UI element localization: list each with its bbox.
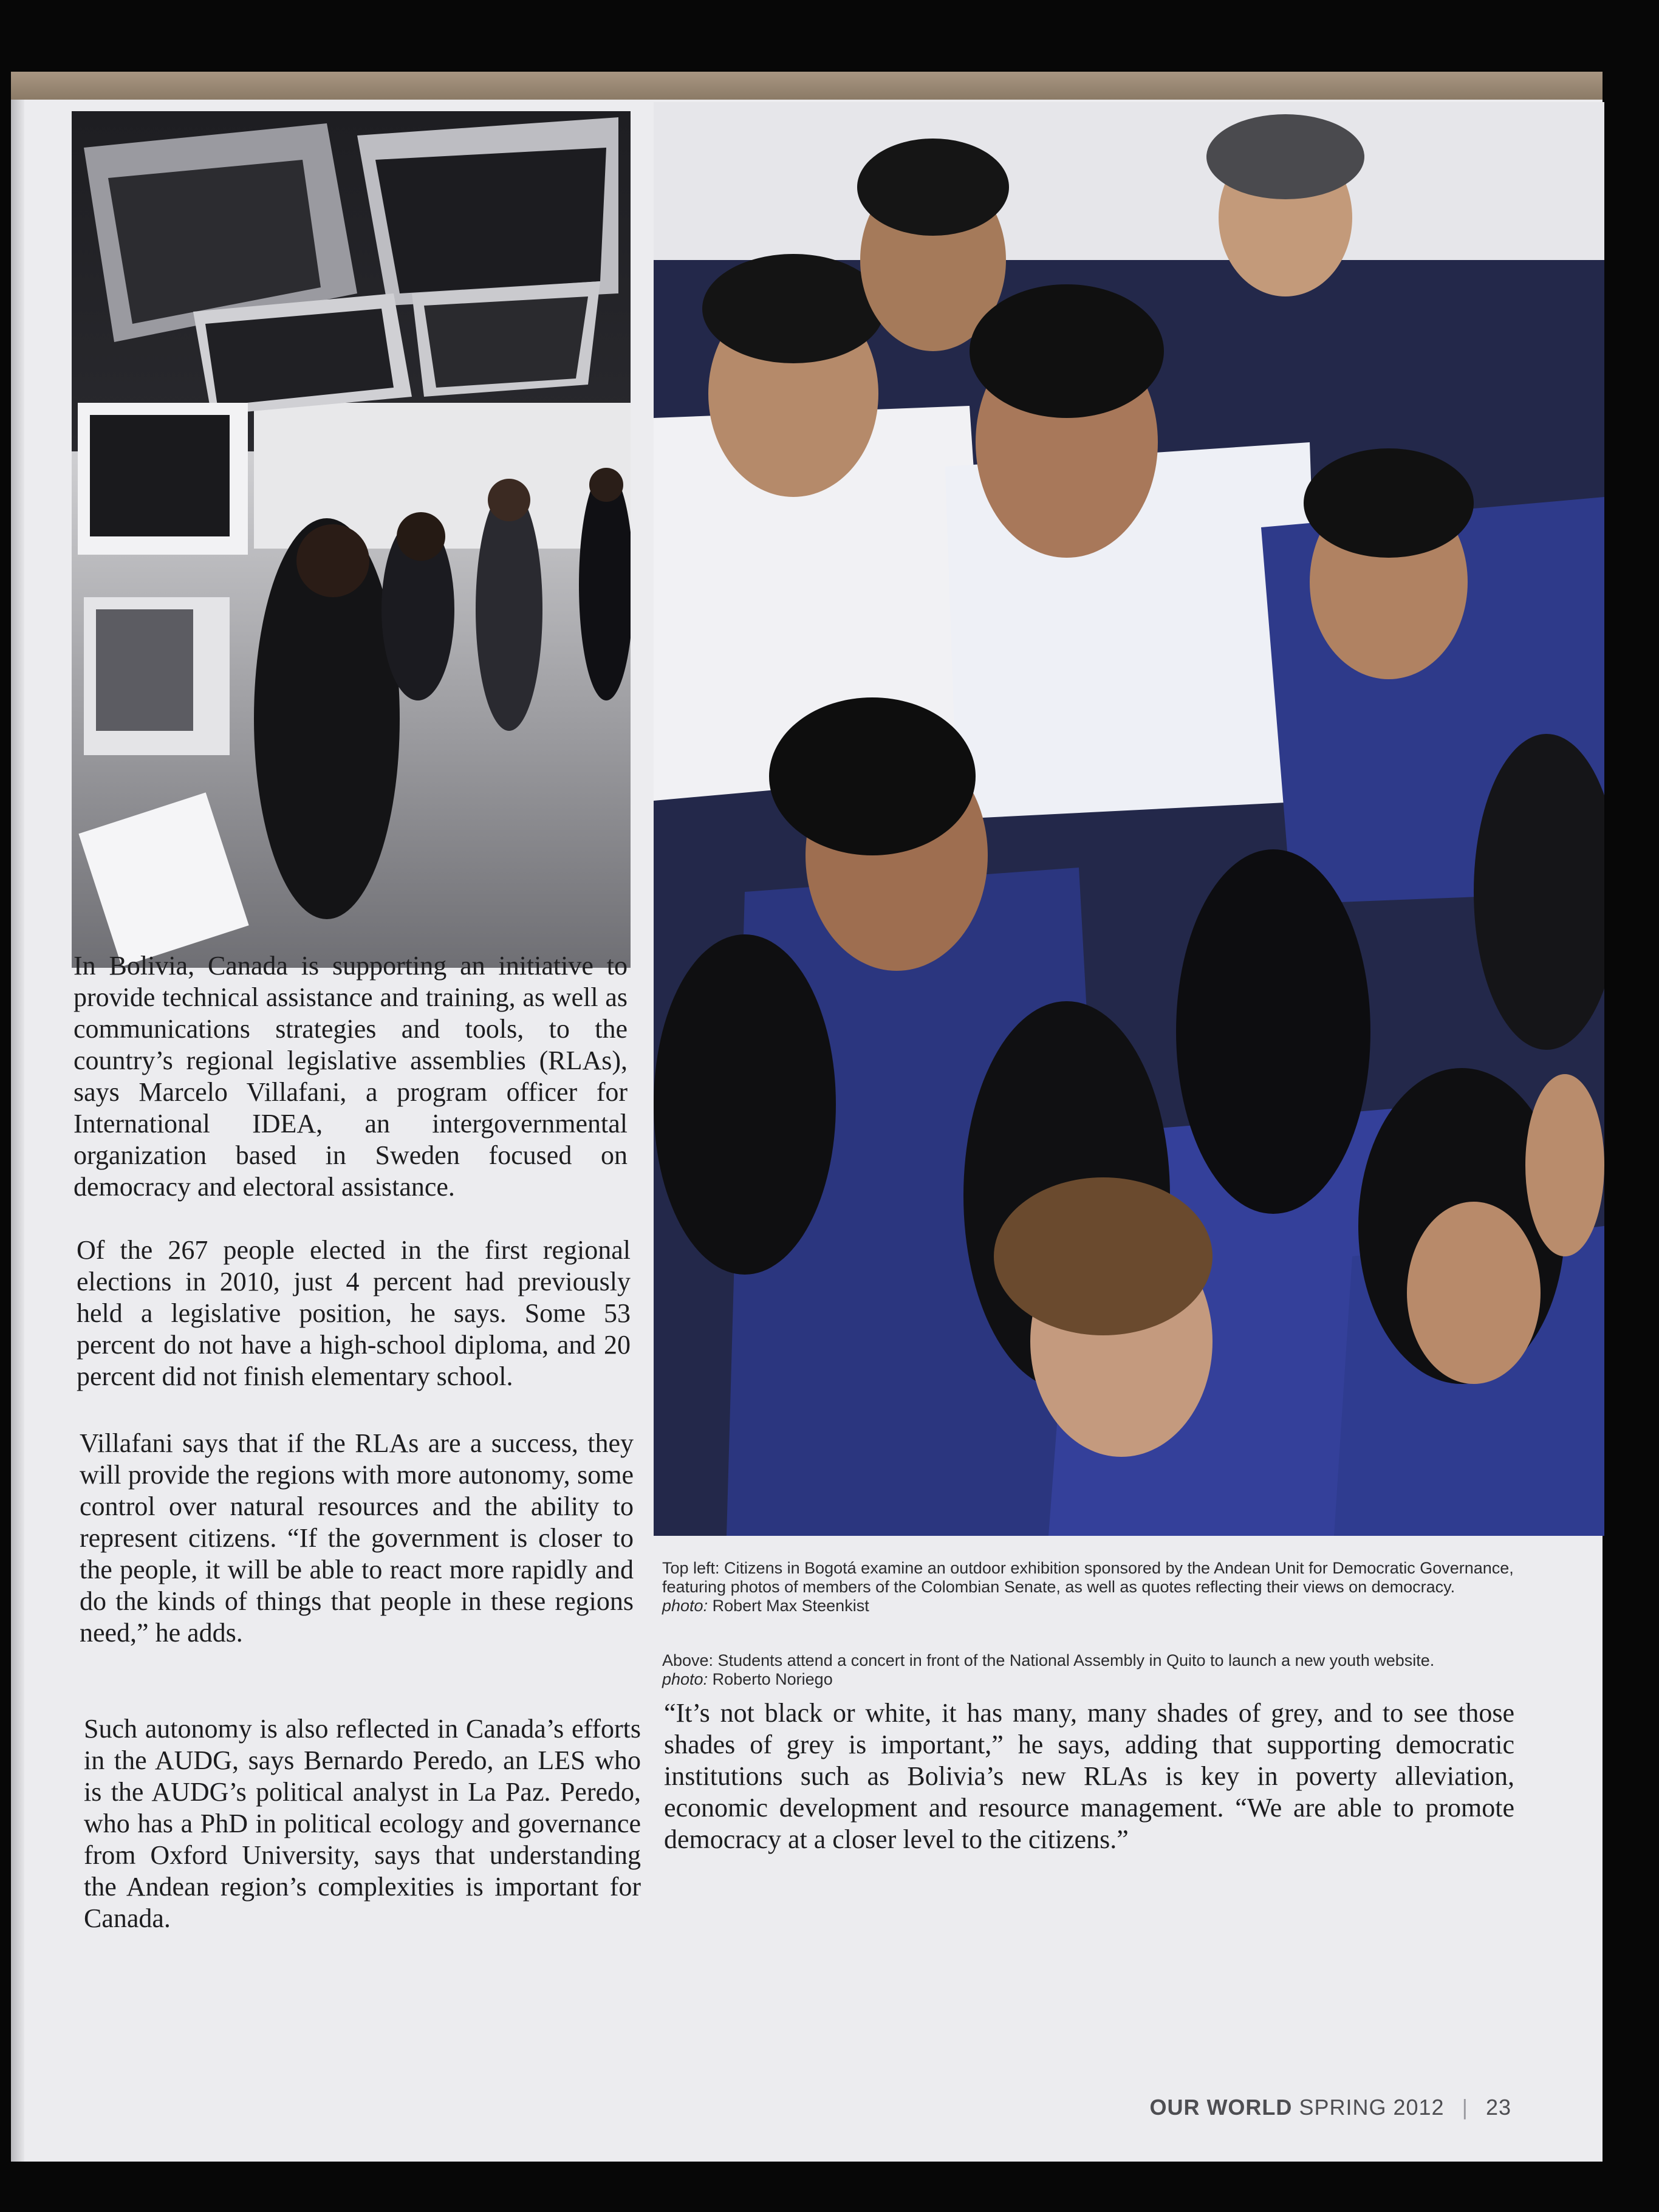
exhibition-photo [72,111,631,968]
students-crowd-photo [654,102,1604,1536]
caption-top-left [662,1559,1537,1615]
footer-separator: | [1462,2095,1468,2120]
top-color-band [11,72,1603,100]
photo-credit-label: photo: [662,1597,708,1615]
article-paragraph-3: Villafani says that if the RLAs are a success, they will provide the regions with more autonomy, some control over natural resources and the ability to represent citizens. “If the government is closer to the people, it will be able to react more rapidly and do the kinds of things that people in these regions need,” he adds. [80,1428,634,1648]
page-footer [1149,2095,1511,2120]
caption-above [662,1651,1537,1689]
article-paragraph-1: In Bolivia, Canada is supporting an initiative to provide technical assistance and training, as well as communications strategies and tools, to the country’s regional legislative assemblies (RLAs), says Marcelo Villafani, a program officer for International IDEA, an intergovernmental organization based in Sweden focused on democracy and electoral assistance. [74,951,628,1202]
photo-credit: Roberto Noriego [712,1670,833,1688]
article-paragraph-2: Of the 267 people elected in the first regional elections in 2010, just 4 percent had previously held a legislative position, he says. Some 53 percent do not have a high-school diploma, and 20 percent did not finish elementary school. [77,1235,631,1391]
photo-credit-label: photo: [662,1670,708,1688]
magazine-brand: OUR WORLD [1149,2095,1293,2120]
magazine-page [11,72,1603,2162]
caption-top-left-text: Top left: Citizens in Bogotá examine an outdoor exhibition sponsored by the Andean Unit for Democratic Governance, featuring photos of members of the Colombian Senate, as well as quotes reflecting their views on democracy. [662,1559,1514,1596]
article-paragraph-5: “It’s not black or white, it has many, many shades of grey, and to see those shades of grey is important,” he says, adding that supporting democratic institutions such as Bolivia’s new RLAs is key in poverty alleviation, economic development and resource management. “We are able to promote democracy at a closer level to the citizens.” [664,1698,1514,1854]
article-paragraph-4: Such autonomy is also reflected in Canada’s efforts in the AUDG, says Bernardo Peredo, an LES who is the AUDG’s political analyst in La Paz. Peredo, who has a PhD in political ecology and governance from Oxford University, says that understanding the Andean region’s complexities is important for Canada. [84,1714,641,1933]
caption-above-text: Above: Students attend a concert in front of the National Assembly in Quito to launch a new youth website. [662,1651,1435,1669]
page-number: 23 [1485,2095,1511,2120]
issue-label: SPRING 2012 [1299,2095,1445,2120]
page-spine-shadow [11,100,24,2162]
photo-credit: Robert Max Steenkist [712,1597,869,1615]
